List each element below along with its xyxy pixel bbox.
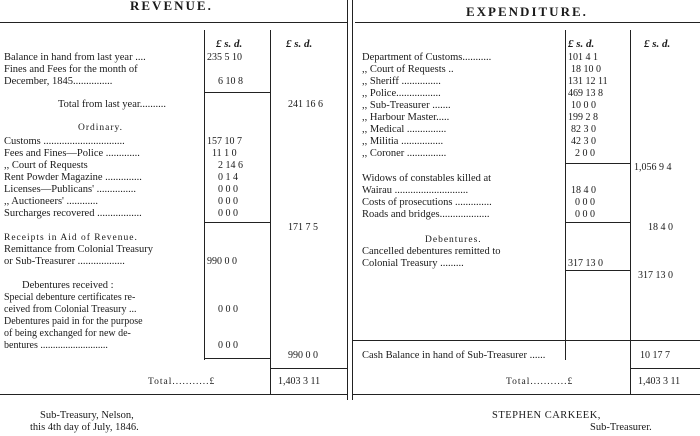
dept-harbour-master-value: 199 2 8	[568, 112, 598, 123]
widows-value: 18 4 0	[571, 185, 596, 196]
roads-bridges: Roads and bridges...................	[362, 209, 490, 220]
dept-police: ,, Police.................	[362, 88, 441, 99]
ordinary-court-requests-value: 2 14 6	[218, 160, 243, 171]
footer-signer-title: Sub-Treasurer.	[590, 422, 652, 433]
misc-total: 18 4 0	[648, 222, 673, 233]
expenditure-col-rule-a	[565, 30, 566, 360]
expenditure-subtotal-rule-2	[566, 222, 630, 223]
dept-total: 1,056 9 4	[634, 162, 672, 173]
dept-harbour-master: ,, Harbour Master.....	[362, 112, 450, 123]
ordinary-rent-powder: Rent Powder Magazine ..............	[4, 172, 142, 183]
debentures-line-5: bentures ...........................	[4, 340, 108, 351]
revenue-subtotal-rule-2	[205, 222, 270, 223]
ordinary-title: Ordinary.	[78, 123, 124, 133]
exp-debentures-total: 317 13 0	[638, 270, 673, 281]
dept-customs-value: 101 4 1	[568, 52, 598, 63]
exp-debentures-title: Debentures.	[425, 235, 482, 245]
expenditure-bottom-rule	[353, 394, 700, 395]
revenue-subtotal-rule-3	[205, 358, 270, 359]
dept-court-requests-value: 18 10 0	[571, 64, 601, 75]
ordinary-licenses-publicans-value: 0 0 0	[218, 184, 238, 195]
debentures-value-b: 0 0 0	[218, 340, 238, 351]
exp-debentures-line-2: Colonial Treasury .........	[362, 258, 464, 269]
cash-balance-label: Cash Balance in hand of Sub-Treasurer ......	[362, 350, 546, 361]
debentures-line-2: ceived from Colonial Treasury ...	[4, 304, 137, 315]
dept-court-requests: ,, Court of Requests ..	[362, 64, 454, 75]
revenue-row-fines-1: Fines and Fees for the month of	[4, 64, 138, 75]
revenue-col-rule-a	[204, 30, 205, 360]
exp-debentures-line-1: Cancelled debentures remitted to	[362, 246, 501, 257]
revenue-total-label: Total...........£	[148, 377, 216, 387]
ordinary-fees-police-value: 11 1 0	[212, 148, 237, 159]
roads-value: 0 0 0	[575, 209, 595, 220]
debentures-line-1: Special debenture certificates re-	[4, 292, 136, 303]
dept-coroner-value: 2 0 0	[575, 148, 595, 159]
aid-value: 990 0 0	[207, 256, 237, 267]
ordinary-court-requests: ,, Court of Requests	[4, 160, 88, 171]
expenditure-heading: EXPENDITURE.	[466, 4, 588, 19]
revenue-subtotal-rule-1	[205, 92, 270, 93]
ordinary-customs-value: 157 10 7	[207, 136, 242, 147]
exp-debentures-value: 317 13 0	[568, 258, 603, 269]
debentures-received: Debentures received :	[22, 280, 114, 291]
debentures-line-4: of being exchanged for new de-	[4, 328, 131, 339]
dept-medical: ,, Medical ...............	[362, 124, 447, 135]
ordinary-licenses-auctioneers: ,, Auctioneers' ............	[4, 196, 99, 207]
dept-medical-value: 82 3 0	[571, 124, 596, 135]
revenue-col-rule-b	[270, 30, 271, 395]
cash-balance-value: 10 17 7	[640, 350, 670, 361]
center-rule-left	[347, 0, 348, 400]
expenditure-subtotal-rule-3	[566, 270, 630, 271]
expenditure-total-rule	[631, 368, 700, 369]
expenditure-top-rule	[355, 22, 700, 23]
revenue-row-balance: Balance in hand from last year ....	[4, 52, 146, 63]
revenue-row-total-last: Total from last year..........	[58, 99, 167, 110]
aid-title: Receipts in Aid of Revenue.	[4, 233, 138, 243]
revenue-value-balance: 235 5 10	[207, 52, 242, 63]
dept-militia-value: 42 3 0	[571, 136, 596, 147]
ordinary-total: 171 7 5	[288, 222, 318, 233]
dept-customs: Department of Customs...........	[362, 52, 492, 63]
ordinary-surcharges: Surcharges recovered .................	[4, 208, 142, 219]
ordinary-licenses-auctioneers-value: 0 0 0	[218, 196, 238, 207]
expenditure-total-value: 1,403 3 11	[638, 376, 681, 387]
revenue-top-rule	[0, 22, 347, 23]
aid-total: 990 0 0	[288, 350, 318, 361]
revenue-value-total-last: 241 16 6	[288, 99, 323, 110]
expenditure-total-label: Total...........£	[506, 377, 574, 387]
expenditure-subtotal-rule-1	[566, 163, 630, 164]
expenditure-col-header-a: £ s. d.	[568, 38, 595, 50]
dept-coroner: ,, Coroner ...............	[362, 148, 447, 159]
widows-line-1: Widows of constables killed at	[362, 173, 492, 184]
revenue-total-rule	[271, 368, 347, 369]
dept-sheriff-value: 131 12 11	[568, 76, 608, 87]
footer-signer: STEPHEN CARKEEK,	[492, 410, 601, 421]
revenue-col-header-a: £ s. d.	[216, 38, 243, 50]
revenue-col-header-b: £ s. d.	[286, 38, 313, 50]
aid-line-2: or Sub-Treasurer ..................	[4, 256, 125, 267]
footer-place: Sub-Treasury, Nelson,	[40, 410, 134, 421]
dept-militia: ,, Militia ................	[362, 136, 444, 147]
revenue-value-fines: 6 10 8	[218, 76, 243, 87]
aid-line-1: Remittance from Colonial Treasury	[4, 244, 154, 255]
ordinary-fees-police: Fees and Fines—Police .............	[4, 148, 140, 159]
widows-line-2: Wairau ............................	[362, 185, 469, 196]
dept-sub-treasurer-value: 10 0 0	[571, 100, 596, 111]
revenue-row-fines-2: December, 1845...............	[4, 76, 113, 87]
costs-value: 0 0 0	[575, 197, 595, 208]
dept-sub-treasurer: ,, Sub-Treasurer .......	[362, 100, 451, 111]
expenditure-cash-rule	[353, 340, 700, 341]
debentures-value-a: 0 0 0	[218, 304, 238, 315]
revenue-heading: REVENUE.	[130, 0, 213, 13]
ordinary-licenses-publicans: Licenses—Publicans' ...............	[4, 184, 136, 195]
revenue-bottom-rule	[0, 394, 347, 395]
debentures-line-3: Debentures paid in for the purpose	[4, 316, 143, 327]
dept-sheriff: ,, Sheriff ...............	[362, 76, 441, 87]
ordinary-surcharges-value: 0 0 0	[218, 208, 238, 219]
footer-date: this 4th day of July, 1846.	[30, 422, 139, 433]
revenue-total-value: 1,403 3 11	[278, 376, 321, 387]
ordinary-customs: Customs ...............................	[4, 136, 125, 147]
costs-prosecutions: Costs of prosecutions ..............	[362, 197, 492, 208]
ordinary-rent-powder-value: 0 1 4	[218, 172, 238, 183]
dept-police-value: 469 13 8	[568, 88, 603, 99]
expenditure-col-header-b: £ s. d.	[644, 38, 671, 50]
